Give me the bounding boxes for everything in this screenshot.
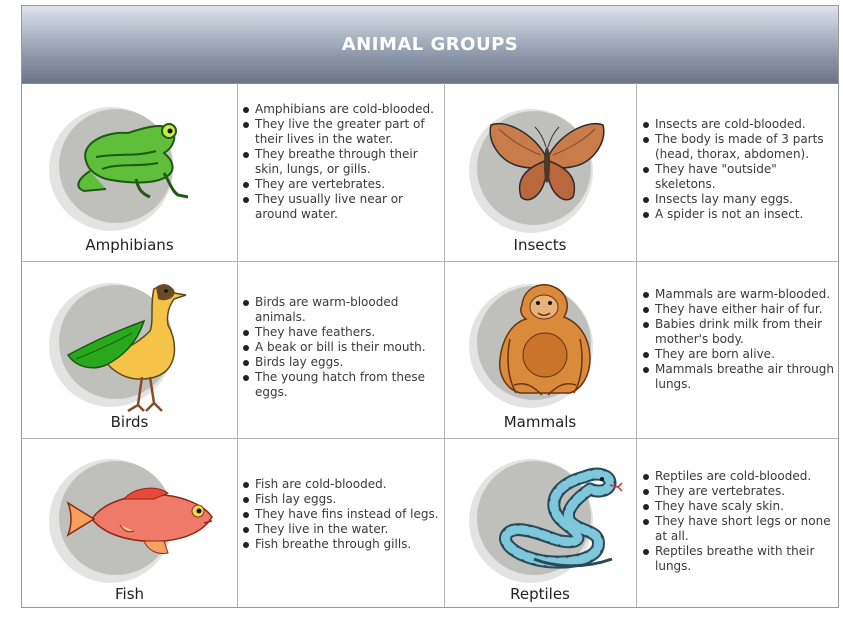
page-title: ANIMAL GROUPS (341, 34, 519, 55)
divider (22, 438, 838, 439)
fact-item: They are vertebrates. (242, 177, 440, 192)
fact-item: Birds lay eggs. (242, 355, 440, 370)
group-facts (242, 102, 440, 222)
group-name: Birds (110, 413, 149, 431)
fact-item: They live the greater part of their lives in the water. (242, 117, 440, 147)
fact-item: They have short legs or none at all. (642, 514, 836, 544)
fact-item: Reptiles breathe with their lungs. (642, 544, 836, 574)
orangutan-icon (490, 279, 600, 403)
group-name: Fish (114, 585, 145, 603)
fact-item: They breathe through their skin, lungs, or gills. (242, 147, 440, 177)
group-name: Mammals (503, 413, 577, 431)
fact-item: Insects are cold-blooded. (642, 117, 836, 132)
divider (237, 83, 238, 607)
group-name: Insects (513, 236, 567, 254)
fact-item: They have scaly skin. (642, 499, 836, 514)
fact-item: Babies drink milk from their mother's body. (642, 317, 836, 347)
fact-item: A beak or bill is their mouth. (242, 340, 440, 355)
table-header (22, 6, 838, 84)
group-name: Amphibians (85, 236, 174, 254)
group-facts (642, 469, 836, 574)
fact-item: Fish are cold-blooded. (242, 477, 440, 492)
fact-item: They are born alive. (642, 347, 836, 362)
fact-item: They are vertebrates. (642, 484, 836, 499)
frog-icon (66, 113, 196, 203)
fact-item: The young hatch from these eggs. (242, 370, 440, 400)
fact-item: They live in the water. (242, 522, 440, 537)
fact-item: They have feathers. (242, 325, 440, 340)
fact-item: They have either hair of fur. (642, 302, 836, 317)
goose-icon (66, 279, 196, 419)
fact-item: They usually live near or around water. (242, 192, 440, 222)
fact-item: Mammals breathe air through lungs. (642, 362, 836, 392)
fish-icon (64, 481, 214, 557)
group-facts (642, 287, 836, 392)
fact-item: The body is made of 3 parts (head, thorax, abdomen). (642, 132, 836, 162)
groups-grid (22, 83, 838, 607)
group-facts (642, 117, 836, 222)
fact-item: Amphibians are cold-blooded. (242, 102, 440, 117)
fact-item: Insects lay many eggs. (642, 192, 836, 207)
animal-groups-table (21, 5, 839, 608)
fact-item: They have fins instead of legs. (242, 507, 440, 522)
divider (22, 261, 838, 262)
group-facts (242, 477, 440, 552)
fact-item: A spider is not an insect. (642, 207, 836, 222)
group-name: Reptiles (510, 585, 570, 603)
group-facts (242, 295, 440, 400)
fact-item: Reptiles are cold-blooded. (642, 469, 836, 484)
fact-item: Fish breathe through gills. (242, 537, 440, 552)
butterfly-icon (485, 115, 609, 211)
snake-icon (494, 463, 624, 573)
fact-item: Fish lay eggs. (242, 492, 440, 507)
divider (636, 83, 637, 607)
divider (444, 83, 445, 607)
fact-item: Birds are warm-blooded animals. (242, 295, 440, 325)
fact-item: Mammals are warm-blooded. (642, 287, 836, 302)
fact-item: They have "outside" skeletons. (642, 162, 836, 192)
